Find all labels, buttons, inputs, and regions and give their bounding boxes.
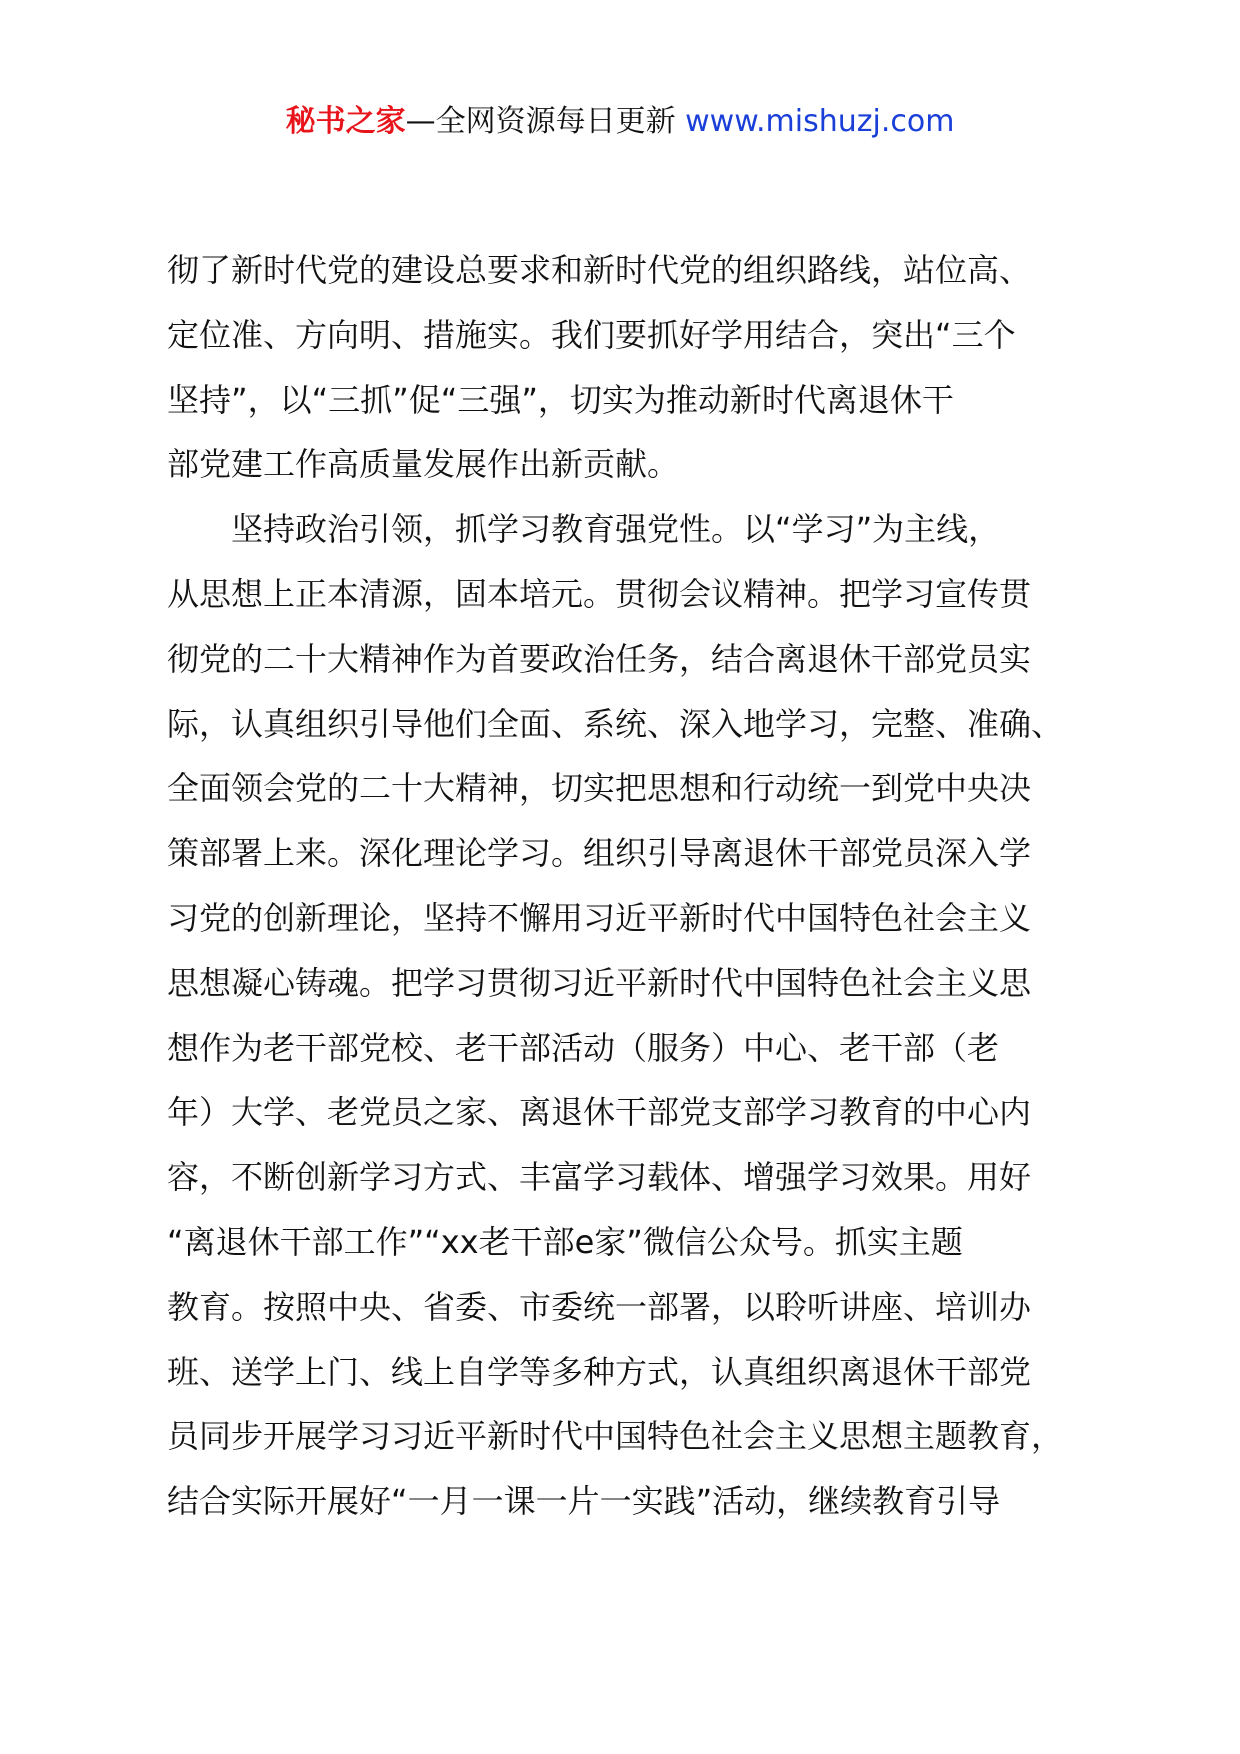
text-line: 彻了新时代党的建设总要求和新时代党的组织路线，站位高、 xyxy=(167,251,1032,289)
text-line: 部党建工作高质量发展作出新贡献。 xyxy=(167,445,680,484)
text-line: 教育。按照中央、省委、市委统一部署，以聆听讲座、培训办 xyxy=(167,1287,1032,1326)
text-line: 想作为老干部党校、老干部活动（服务）中心、老干部（老 xyxy=(167,1028,1000,1067)
text-line: 从思想上正本清源，固本培元。贯彻会议精神。把学习宣传贯 xyxy=(167,574,1032,613)
site-url-link[interactable]: www.mishuzj.com xyxy=(685,104,955,139)
text-line: 思想凝心铸魂。把学习贯彻习近平新时代中国特色社会主义思 xyxy=(167,963,1032,1002)
text-line: 习党的创新理论，坚持不懈用习近平新时代中国特色社会主义 xyxy=(167,898,1032,937)
page-header xyxy=(0,100,1240,144)
text-line: 全面领会党的二十大精神，切实把思想和行动统一到党中央决 xyxy=(167,769,1032,808)
site-slogan: —全网资源每日更新 xyxy=(405,104,686,139)
text-line: “离退休干部工作”“xx老干部e家”微信公众号。抓实主题 xyxy=(167,1222,963,1261)
text-line: 坚持”，以“三抓”促“三强”，切实为推动新时代离退休干 xyxy=(167,380,954,419)
text-line: 年）大学、老党员之家、离退休干部党支部学习教育的中心内 xyxy=(167,1093,1032,1132)
document-body xyxy=(167,238,1107,1534)
text-line: 彻党的二十大精神作为首要政治任务，结合离退休干部党员实 xyxy=(167,639,1032,678)
text-line: 策部署上来。深化理论学习。组织引导离退休干部党员深入学 xyxy=(167,834,1032,873)
text-line: 员同步开展学习习近平新时代中国特色社会主义思想主题教育， xyxy=(167,1417,1064,1456)
paragraph-start-line: 坚持政治引领，抓学习教育强党性。以“学习”为主线， xyxy=(231,510,1001,549)
text-line: 际，认真组织引导他们全面、系统、深入地学习，完整、准确、 xyxy=(167,704,1064,743)
text-line: 结合实际开展好“一月一课一片一实践”活动，继续教育引导 xyxy=(167,1482,1001,1521)
site-brand: 秘书之家 xyxy=(285,104,406,139)
text-line: 容，不断创新学习方式、丰富学习载体、增强学习效果。用好 xyxy=(167,1158,1032,1197)
text-line: 定位准、方向明、措施实。我们要抓好学用结合，突出“三个 xyxy=(167,315,1016,354)
text-line: 班、送学上门、线上自学等多种方式，认真组织离退休干部党 xyxy=(167,1352,1032,1391)
